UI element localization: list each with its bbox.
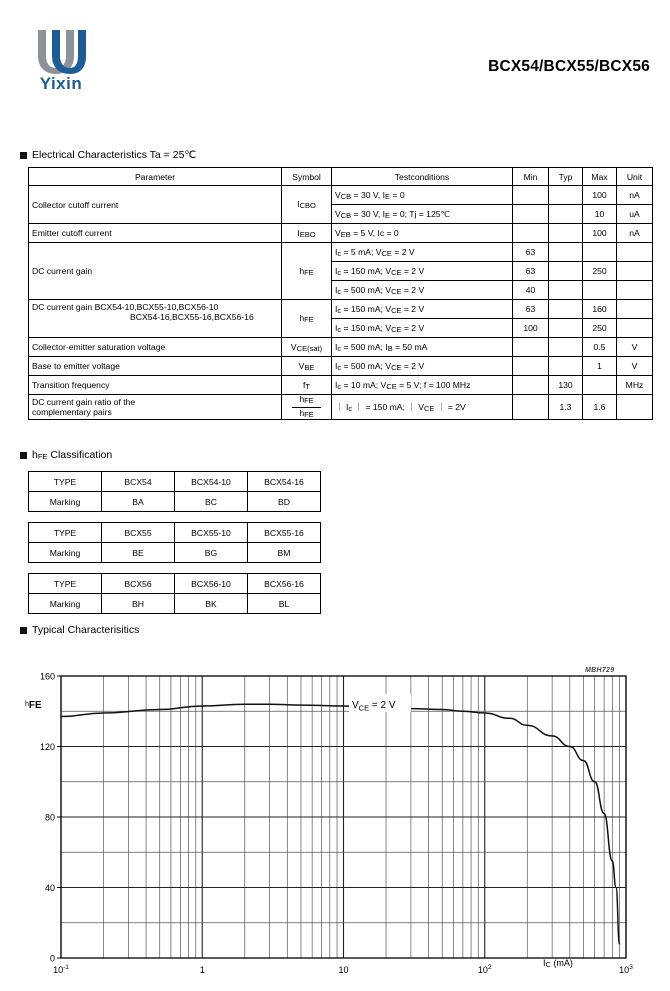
type-cell: BCX54-16 [248, 472, 321, 492]
table-row [29, 492, 321, 512]
logo-text: Yixin [39, 74, 83, 93]
typ-cell [549, 319, 583, 338]
hfe-classification-table-bcx56 [28, 573, 321, 614]
row-label-marking: Marking [29, 543, 102, 563]
chart-x-tick-label: $10^2$ [477, 964, 492, 975]
max-cell: 1.6 [583, 395, 617, 420]
table-row [29, 574, 321, 594]
testcondition-cell: VCB = 30 V, IE = 0 [332, 186, 513, 205]
table-row [29, 543, 321, 563]
parameter-cell: Emitter cutoff current [29, 224, 282, 243]
chart-annotation-vce: $V_{CE} = 2$ V [352, 700, 396, 713]
min-cell: 63 [513, 243, 549, 262]
marking-cell: BE [102, 543, 175, 563]
parameter-cell: Base to emitter voltage [29, 357, 282, 376]
table-row [29, 243, 653, 262]
col-unit: Unit [617, 168, 653, 186]
testcondition-cell: Ic = 150 mA; VCE = 2 V [332, 300, 513, 319]
section-heading-typical-label: Typical Characterisitics [32, 624, 140, 636]
marking-cell: BG [175, 543, 248, 563]
type-cell: BCX56 [102, 574, 175, 594]
section-heading-hfe-label: hFE Classification [32, 449, 113, 461]
testcondition-cell: VCB = 30 V, IE = 0; Tj = 125℃ [332, 205, 513, 224]
min-cell [513, 395, 549, 420]
bullet-square-icon [20, 627, 27, 634]
testcondition-cell: Ic = 10 mA; VCE = 5 V; f = 100 MHz [332, 376, 513, 395]
unit-cell [617, 300, 653, 319]
parameter-cell: Transition frequency [29, 376, 282, 395]
table-row [29, 395, 653, 420]
unit-cell [617, 262, 653, 281]
chart-x-axis-label: IC (mA) [543, 958, 573, 969]
symbol-cell: hFE [282, 243, 332, 300]
chart-watermark: MBH729 [585, 667, 615, 674]
max-cell: 1 [583, 357, 617, 376]
marking-cell: BK [175, 594, 248, 614]
max-cell [583, 243, 617, 262]
typ-cell [549, 186, 583, 205]
bullet-square-icon [20, 452, 27, 459]
marking-cell: BA [102, 492, 175, 512]
table-row [29, 357, 653, 376]
min-cell [513, 224, 549, 243]
min-cell [513, 205, 549, 224]
typ-cell [549, 300, 583, 319]
table-row [29, 224, 653, 243]
hfe-classification-table-bcx55 [28, 522, 321, 563]
type-cell: BCX55 [102, 523, 175, 543]
testcondition-cell: VEB = 5 V, Ic = 0 [332, 224, 513, 243]
table-row [29, 376, 653, 395]
typ-cell [549, 281, 583, 300]
chart-y-axis-label: $^h$FE [25, 700, 42, 711]
min-cell [513, 338, 549, 357]
testcondition-cell: Ic = 500 mA; VCE = 2 V [332, 281, 513, 300]
marking-cell: BM [248, 543, 321, 563]
type-cell: BCX54-10 [175, 472, 248, 492]
testcondition-cell: Ic = 5 mA; VCE = 2 V [332, 243, 513, 262]
page-header [0, 0, 670, 120]
symbol-cell: VCE(sat) [282, 338, 332, 357]
parameter-cell: DC current gain ratio of the complementary pairs [29, 395, 282, 420]
max-cell [583, 376, 617, 395]
unit-cell: uA [617, 205, 653, 224]
row-label-type: TYPE [29, 523, 102, 543]
col-min: Min [513, 168, 549, 186]
symbol-cell: VBE [282, 357, 332, 376]
hfe-vs-ic-chart [0, 650, 670, 989]
unit-cell: nA [617, 186, 653, 205]
bullet-square-icon [20, 152, 27, 159]
testcondition-cell: ｜ Ic ｜ = 150 mA; ｜ VCE ｜ = 2V [332, 395, 513, 420]
min-cell [513, 376, 549, 395]
table-row [29, 523, 321, 543]
section-heading-electrical [20, 149, 196, 161]
col-symbol: Symbol [282, 168, 332, 186]
chart-y-tick-label: 40 [44, 883, 55, 893]
col-testconditions: Testconditions [332, 168, 513, 186]
col-parameter: Parameter [29, 168, 282, 186]
chart-x-tick-label: $10^{-1}$ [53, 964, 69, 975]
unit-cell: V [617, 338, 653, 357]
typ-cell [549, 357, 583, 376]
chart-y-tick-label: 0 [49, 953, 55, 964]
max-cell: 160 [583, 300, 617, 319]
min-cell: 100 [513, 319, 549, 338]
min-cell: 40 [513, 281, 549, 300]
table-row [29, 300, 653, 319]
chart-x-tick-label: 10 [338, 965, 349, 975]
type-cell: BCX56-16 [248, 574, 321, 594]
testcondition-cell: Ic = 500 mA; VCE = 2 V [332, 357, 513, 376]
typ-cell [549, 224, 583, 243]
symbol-cell: ICBO [282, 186, 332, 224]
type-cell: BCX54 [102, 472, 175, 492]
min-cell [513, 186, 549, 205]
section-heading-typical [20, 624, 139, 636]
chart-y-tick-label: 80 [44, 812, 55, 823]
table-row [29, 472, 321, 492]
table-row [29, 186, 653, 205]
row-label-type: TYPE [29, 574, 102, 594]
min-cell [513, 357, 549, 376]
testcondition-cell: Ic = 150 mA; VCE = 2 V [332, 319, 513, 338]
typ-cell: 1.3 [549, 395, 583, 420]
min-cell: 63 [513, 262, 549, 281]
row-label-marking: Marking [29, 594, 102, 614]
chart-canvas [0, 650, 670, 989]
max-cell: 0.5 [583, 338, 617, 357]
marking-cell: BC [175, 492, 248, 512]
unit-cell [617, 243, 653, 262]
parameter-cell: DC current gain [29, 243, 282, 300]
table-row [29, 594, 321, 614]
parameter-cell: Collector cutoff current [29, 186, 282, 224]
chart-y-tick-label: 120 [39, 742, 55, 752]
min-cell: 63 [513, 300, 549, 319]
typ-cell [549, 262, 583, 281]
typ-cell [549, 338, 583, 357]
max-cell: 100 [583, 186, 617, 205]
chart-data-curve [61, 704, 620, 944]
row-label-marking: Marking [29, 492, 102, 512]
marking-cell: BL [248, 594, 321, 614]
chart-y-tick-label: 160 [39, 671, 55, 682]
max-cell: 100 [583, 224, 617, 243]
unit-cell: nA [617, 224, 653, 243]
typ-cell [549, 205, 583, 224]
symbol-cell: fT [282, 376, 332, 395]
section-heading-hfe-classification [20, 449, 112, 461]
page-title: BCX54/BCX55/BCX56 [488, 58, 650, 75]
yixin-u-mark-icon [34, 28, 86, 76]
parameter-cell: DC current gain BCX54-10,BCX55-10,BCX56-10 BCX54-16,BCX55-16,BCX56-16 [29, 300, 282, 338]
table-header-row [29, 168, 653, 186]
symbol-cell: $\frac{\text{hFE}}{\text{hFE}}$ [282, 395, 332, 420]
type-cell: BCX55-10 [175, 523, 248, 543]
row-label-type: TYPE [29, 472, 102, 492]
max-cell: 250 [583, 319, 617, 338]
col-max: Max [583, 168, 617, 186]
table-row [29, 338, 653, 357]
testcondition-cell: Ic = 500 mA; IB = 50 mA [332, 338, 513, 357]
testcondition-cell: Ic = 150 mA; VCE = 2 V [332, 262, 513, 281]
parameter-cell: Collector-emitter saturation voltage [29, 338, 282, 357]
unit-cell: V [617, 357, 653, 376]
typ-cell [549, 243, 583, 262]
marking-cell: BH [102, 594, 175, 614]
max-cell: 10 [583, 205, 617, 224]
max-cell [583, 281, 617, 300]
unit-cell: MHz [617, 376, 653, 395]
unit-cell [617, 395, 653, 420]
type-cell: BCX55-16 [248, 523, 321, 543]
hfe-classification-table-bcx54 [28, 471, 321, 512]
unit-cell [617, 281, 653, 300]
col-typ: Typ [549, 168, 583, 186]
typ-cell: 130 [549, 376, 583, 395]
chart-x-tick-label: $10^3$ [619, 964, 633, 975]
marking-cell: BD [248, 492, 321, 512]
company-logo [26, 28, 96, 100]
symbol-cell: IEBO [282, 224, 332, 243]
electrical-characteristics-table [28, 167, 653, 420]
chart-x-tick-label: 1 [199, 965, 205, 975]
type-cell: BCX56-10 [175, 574, 248, 594]
unit-cell [617, 319, 653, 338]
symbol-cell: hFE [282, 300, 332, 338]
section-heading-electrical-label: Electrical Characteristics Ta = 25℃ [32, 149, 197, 161]
max-cell: 250 [583, 262, 617, 281]
